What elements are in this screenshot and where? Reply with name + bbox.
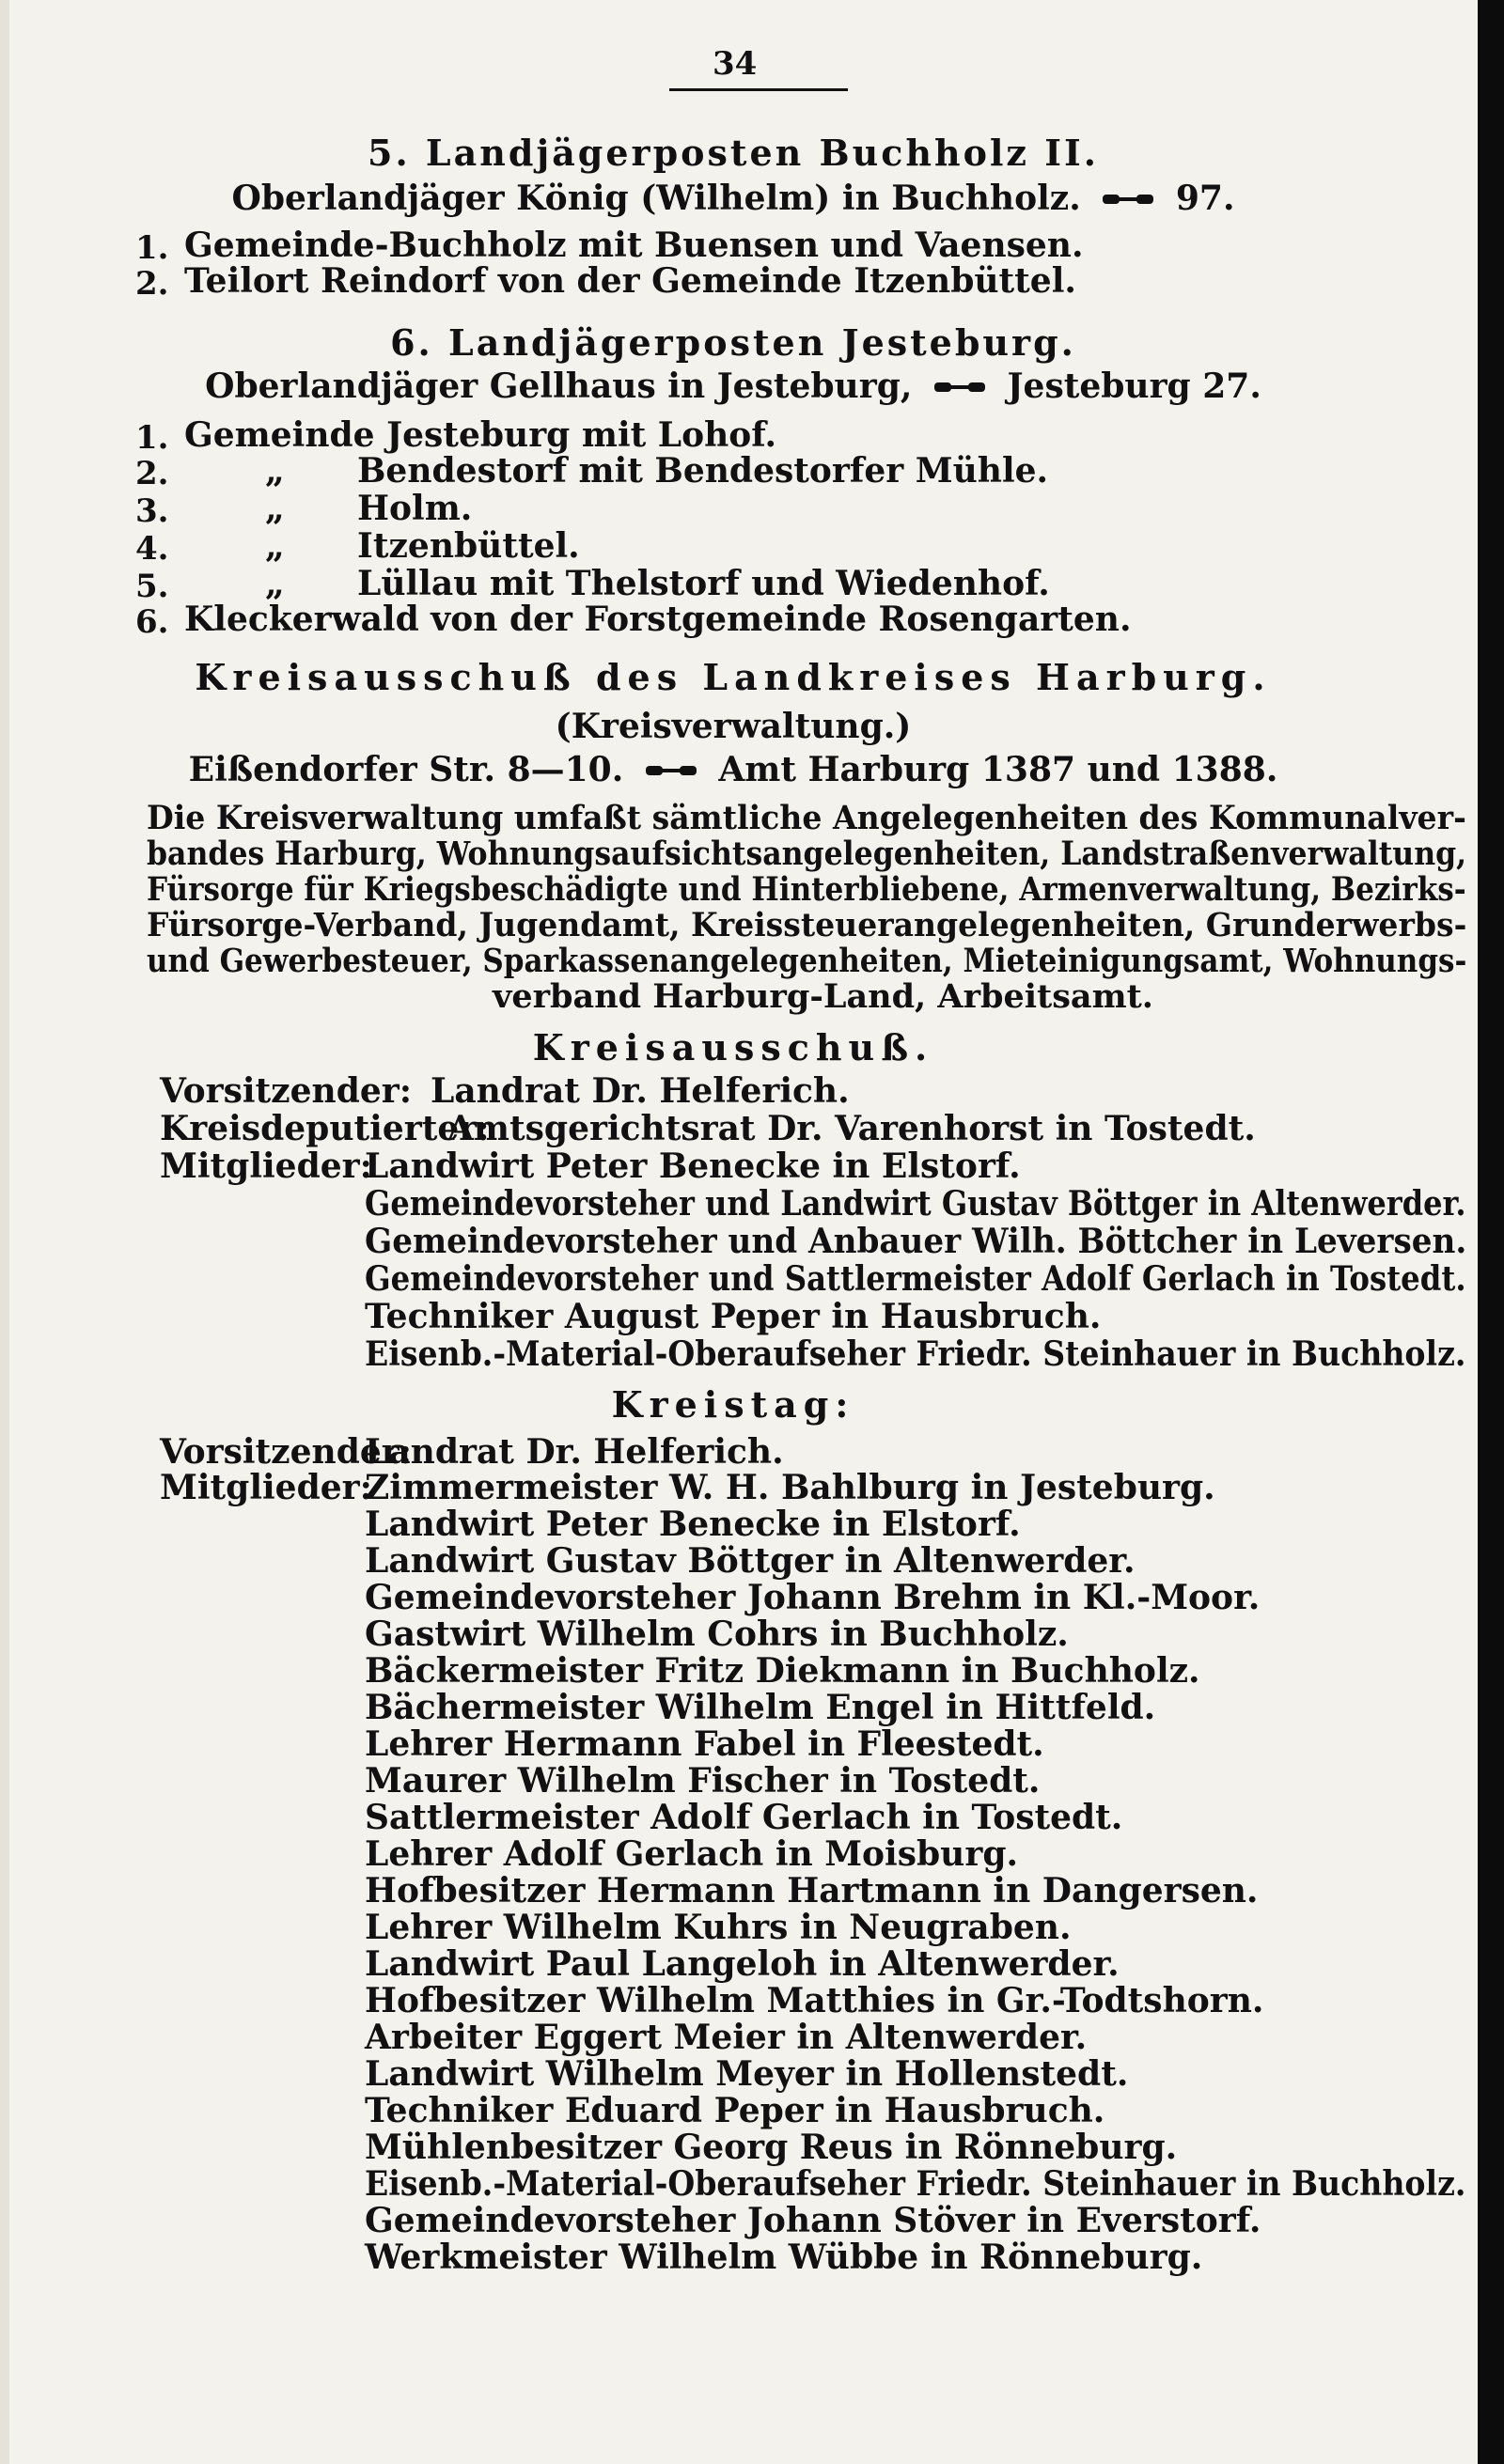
kreisverwaltung-address-line bbox=[0, 750, 1466, 789]
paragraph-line: und Gewerbesteuer, Sparkassenangelegenheiten, Mieteinigungsamt, Wohnungs- bbox=[147, 942, 1467, 980]
kreistag-member: Zimmermeister W. H. Bahlburg in Jesteburg. bbox=[365, 1468, 1215, 1507]
section6-item-6: Kleckerwald von der Forstgemeinde Rosengarten. bbox=[184, 600, 1132, 639]
section5-item-1-num: 1. bbox=[135, 229, 169, 267]
section6-item-4: Itzenbüttel. bbox=[357, 526, 580, 566]
section5-item-1: Gemeinde-Buchholz mit Buensen und Vaensen. bbox=[184, 226, 1084, 265]
section5-phone: 97. bbox=[1175, 179, 1235, 218]
kreistag-member: Maurer Wilhelm Fischer in Tostedt. bbox=[365, 1761, 1041, 1801]
kreistag-member: Bäckermeister Fritz Diekmann in Buchholz. bbox=[365, 1651, 1200, 1691]
kreistag-chair-label: Vorsitzender: bbox=[160, 1432, 413, 1472]
section6-item-6-num: 6. bbox=[135, 603, 169, 641]
kreistag-member: Gastwirt Wilhelm Cohrs in Buchholz. bbox=[365, 1614, 1069, 1654]
kreistag-member: Mühlenbesitzer Georg Reus in Rönneburg. bbox=[365, 2128, 1178, 2167]
kreistag-member: Landwirt Gustav Böttger in Altenwerder. bbox=[365, 1541, 1136, 1581]
kreistag-member: Hofbesitzer Wilhelm Matthies in Gr.-Todtshorn. bbox=[365, 1981, 1264, 2020]
section5-item-2: Teilort Reindorf von der Gemeinde Itzenbüttel. bbox=[184, 261, 1076, 301]
kreistag-member: Arbeiter Eggert Meier in Altenwerder. bbox=[365, 2018, 1088, 2057]
kreistag-member: Werkmeister Wilhelm Wübbe in Rönneburg. bbox=[365, 2238, 1203, 2277]
kreisverwaltung-address: Eißendorfer Str. 8—10. bbox=[188, 750, 624, 789]
kreisausschuss-member: Gemeindevorsteher und Anbauer Wilh. Böttcher in Leversen. bbox=[365, 1222, 1467, 1261]
kreistag-member: Lehrer Wilhelm Kuhrs in Neugraben. bbox=[365, 1908, 1072, 1947]
kreistag-member: Gemeindevorsteher Johann Stöver in Everstorf. bbox=[365, 2201, 1261, 2240]
kreisausschuss-chair: Landrat Dr. Helferich. bbox=[431, 1071, 850, 1111]
telephone-icon bbox=[1102, 192, 1154, 207]
section5-item-2-num: 2. bbox=[135, 265, 169, 303]
kreistag-member: Lehrer Hermann Fabel in Fleestedt. bbox=[365, 1724, 1044, 1764]
section6-item-2: Bendestorf mit Bendestorfer Mühle. bbox=[357, 451, 1049, 491]
section6-item-1: Gemeinde Jesteburg mit Lohof. bbox=[184, 415, 777, 455]
kreisausschuss-member: Gemeindevorsteher und Landwirt Gustav Böttger in Altenwerder. bbox=[365, 1184, 1466, 1224]
kreistag-member: Gemeindevorsteher Johann Brehm in Kl.-Moor. bbox=[365, 1578, 1261, 1617]
section6-item-4-num: 4. bbox=[135, 530, 169, 568]
section6-item-5-ditto: „ bbox=[265, 564, 285, 603]
section6-item-4-ditto: „ bbox=[265, 526, 285, 566]
kreisausschuss-members-label: Mitglieder: bbox=[160, 1146, 372, 1186]
kreisausschuss-member: Eisenb.-Material-Oberaufseher Friedr. Steinhauer in Buchholz. bbox=[365, 1334, 1466, 1374]
section6-item-3-ditto: „ bbox=[265, 489, 285, 528]
kreistag-member: Landwirt Peter Benecke in Elstorf. bbox=[365, 1505, 1021, 1544]
section6-item-5-num: 5. bbox=[135, 568, 169, 605]
section6-item-3-num: 3. bbox=[135, 492, 169, 530]
section5-heading: 5. Landjägerposten Buchholz II. bbox=[368, 132, 1099, 174]
page-number: 34 bbox=[713, 45, 758, 83]
kreisausschuss-member: Gemeindevorsteher und Sattlermeister Adolf Gerlach in Tostedt. bbox=[365, 1259, 1466, 1299]
kreistag-member: Techniker Eduard Peper in Hausbruch. bbox=[365, 2091, 1105, 2130]
section5-officer-line bbox=[0, 179, 1466, 218]
kreisausschuss-member: Techniker August Peper in Hausbruch. bbox=[365, 1297, 1102, 1336]
kreistag-member: Landwirt Wilhelm Meyer in Hollenstedt. bbox=[365, 2054, 1129, 2094]
kreisverwaltung-phone: Amt Harburg 1387 und 1388. bbox=[718, 750, 1278, 789]
kreisausschuss-heading: Kreisausschuß. bbox=[532, 1026, 934, 1068]
kreistag-member: Bächermeister Wilhelm Engel in Hittfeld. bbox=[365, 1688, 1156, 1727]
kreistag-members-label: Mitglieder: bbox=[160, 1468, 372, 1507]
telephone-icon bbox=[645, 763, 697, 778]
paragraph-line: Die Kreisverwaltung umfaßt sämtliche Angelegenheiten des Kommunalver- bbox=[147, 799, 1466, 837]
section6-item-5: Lüllau mit Thelstorf und Wiedenhof. bbox=[357, 564, 1050, 603]
kreisverwaltung-subheading: (Kreisverwaltung.) bbox=[555, 707, 912, 746]
kreistag-member: Hofbesitzer Hermann Hartmann in Dangersen. bbox=[365, 1871, 1259, 1910]
kreisausschuss-chair-label: Vorsitzender: bbox=[160, 1071, 413, 1111]
kreistag-member: Landwirt Paul Langeloh in Altenwerder. bbox=[365, 1944, 1120, 1984]
kreisausschuss-deputy-label: Kreisdeputierter: bbox=[160, 1109, 490, 1148]
section6-item-2-num: 2. bbox=[135, 455, 169, 492]
kreistag-heading: Kreistag: bbox=[611, 1383, 855, 1426]
section6-officer-line bbox=[0, 366, 1466, 406]
section6-officer: Oberlandjäger Gellhaus in Jesteburg, bbox=[205, 366, 913, 406]
kreistag-chair: Landrat Dr. Helferich. bbox=[365, 1432, 784, 1472]
section6-phone: Jesteburg 27. bbox=[1007, 366, 1261, 406]
paragraph-line: Fürsorge für Kriegsbeschädigte und Hinterbliebene, Armenverwaltung, Bezirks- bbox=[147, 870, 1466, 909]
kreisausschuss-landkreis-heading: Kreisausschuß des Landkreises Harburg. bbox=[195, 656, 1272, 698]
section5-officer: Oberlandjäger König (Wilhelm) in Buchholz. bbox=[231, 179, 1081, 218]
section6-item-2-ditto: „ bbox=[265, 451, 285, 491]
paragraph-line: verband Harburg-Land, Arbeitsamt. bbox=[493, 977, 1153, 1016]
telephone-icon bbox=[933, 380, 986, 395]
paragraph-line: Fürsorge-Verband, Jugendamt, Kreissteuerangelegenheiten, Grunderwerbs- bbox=[147, 906, 1467, 944]
section6-item-1-num: 1. bbox=[135, 419, 169, 457]
section6-item-3: Holm. bbox=[357, 489, 473, 528]
kreisausschuss-deputy: Amtsgerichtsrat Dr. Varenhorst in Tostedt. bbox=[447, 1109, 1256, 1148]
paragraph-line: bandes Harburg, Wohnungsaufsichtsangelegenheiten, Landstraßenverwaltung, bbox=[147, 834, 1467, 873]
page-number-rule bbox=[669, 88, 848, 91]
scan-margin-right bbox=[1478, 0, 1504, 2464]
kreisausschuss-member: Landwirt Peter Benecke in Elstorf. bbox=[365, 1146, 1021, 1186]
kreistag-member: Lehrer Adolf Gerlach in Moisburg. bbox=[365, 1834, 1019, 1874]
section6-heading: 6. Landjägerposten Jesteburg. bbox=[390, 321, 1076, 364]
kreistag-member: Eisenb.-Material-Oberaufseher Friedr. Steinhauer in Buchholz. bbox=[365, 2164, 1466, 2204]
kreistag-member: Sattlermeister Adolf Gerlach in Tostedt. bbox=[365, 1798, 1123, 1837]
